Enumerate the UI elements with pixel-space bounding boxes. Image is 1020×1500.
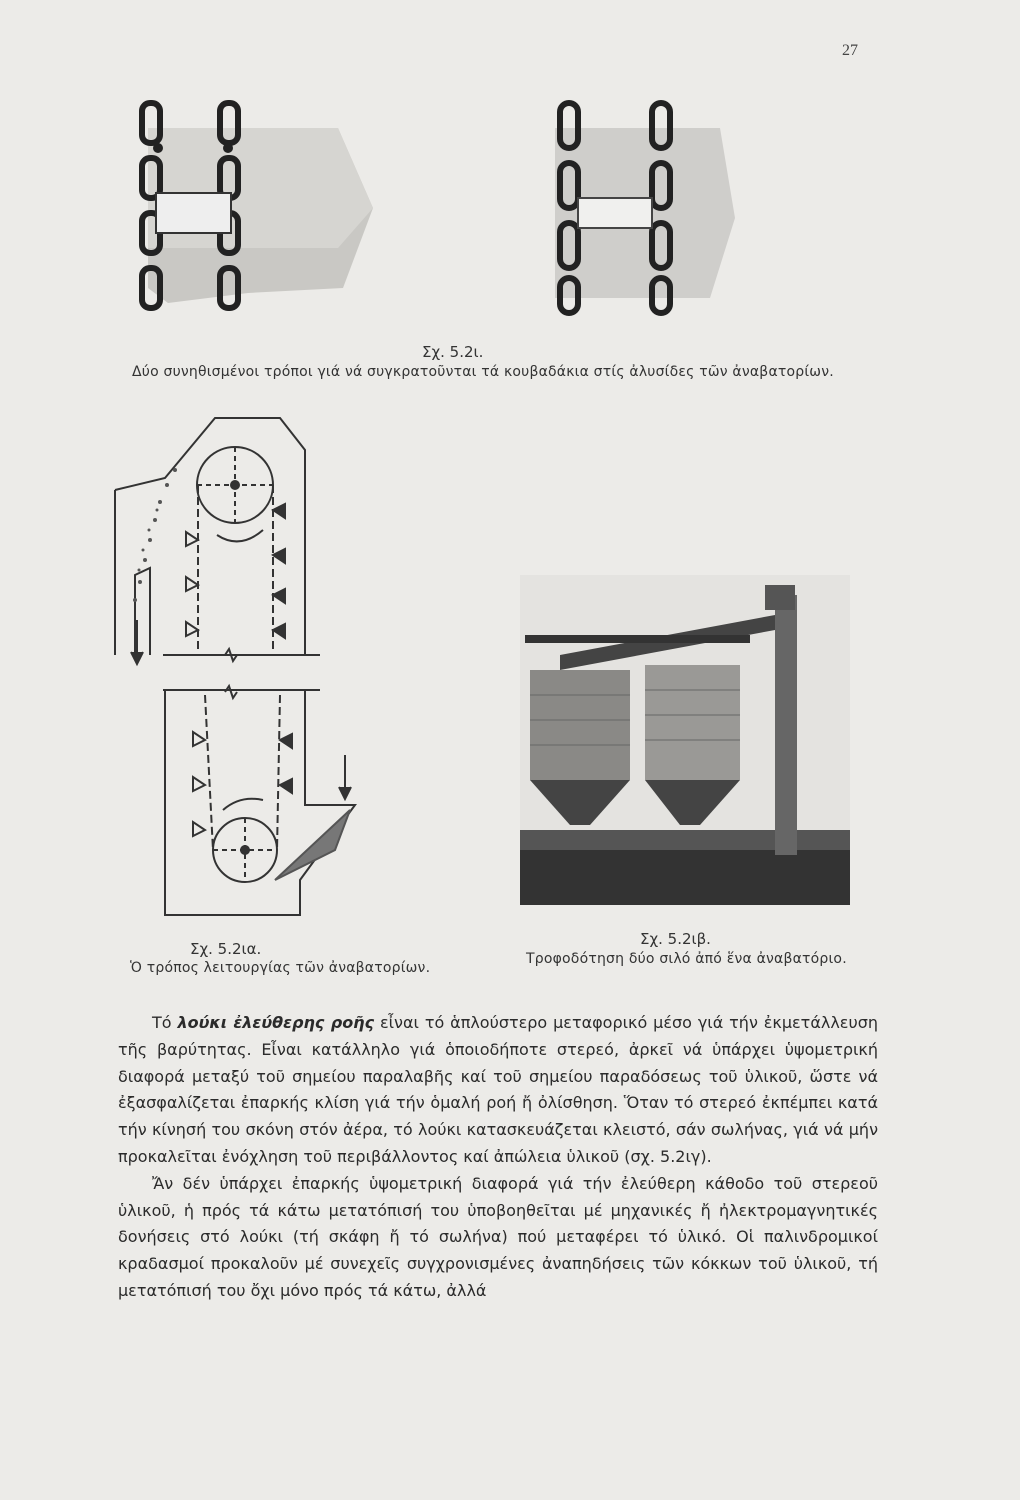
bucket-elevator-diagram xyxy=(105,410,380,920)
page-number: 27 xyxy=(842,42,858,59)
bucket-chain-photo-left xyxy=(128,98,378,316)
body-text xyxy=(118,1010,878,1305)
term-free-flow-chute: λούκι ἐλεύθερης ροῆς xyxy=(177,1013,375,1032)
figure-caption-5-2ib: Τροφοδότηση δύο σιλό ἀπό ἕνα ἀναβατόριο. xyxy=(526,951,847,967)
figure-caption-5-2i: Δύο συνηθισμένοι τρόποι γιά νά συγκρατοῦνται τά κουβαδάκια στίς ἀλυσίδες τῶν ἀναβατορίων. xyxy=(132,364,834,380)
figure-caption-5-2ia: Ὁ τρόπος λειτουργίας τῶν ἀναβατορίων. xyxy=(130,960,431,976)
paragraph-2: Ἄν δέν ὑπάρχει ἐπαρκής ὑψομετρική διαφορά γιά τήν ἐλεύθερη κάθοδο τοῦ στερεοῦ ὑλικοῦ, ἡ πρός τά κάτω μετατόπισή του ὑποβοηθεῖται μέ μηχανικές ἤ ἠλεκτρομαγνητικές δονήσεις στό λούκι (τή σκάφη ἤ τό σωλήνα) πού μεταφέρει τό ὑλικό. Οἱ παλινδρομικοί κραδασμοί προκαλοῦν μέ συνεχεῖς συγχρονισμένες ἀναπηδήσεις τῶν κόκκων τοῦ ὑλικοῦ, τή μετατόπισή του ὄχι μόνο πρός τά κάτω, ἀλλά xyxy=(118,1173,878,1300)
figure-label-5-2ib: Σχ. 5.2ιβ. xyxy=(640,930,711,948)
paragraph-1: Τό λούκι ἐλεύθερης ροῆς εἶναι τό ἁπλούστερο μεταφορικό μέσο γιά τήν ἐκμετάλλευση τῆς βαρύτητας. Εἶναι κατάλληλο γιά ὁποιοδήποτε στερεό, ἀρκεῖ νά ὑπάρχει ὑψομετρική διαφορά μεταξύ τοῦ σημείου παραλαβῆς καί τοῦ σημείου παραδόσεως τοῦ ὑλικοῦ, ὥστε νά ἐξασφαλίζεται ἐπαρκής κλίση γιά τήν ὁμαλή ροή ἤ ὀλίσθηση. Ὅταν τό στερεό ἐκπέμπει κατά τήν κίνησή του σκόνη στόν ἀέρα, τό λούκι κατασκευάζεται κλειστό, σάν σωλήνας, γιά νά μήν προκαλεῖται ἐνόχληση τοῦ περιβάλλοντος καί ἀπώλεια ὑλικοῦ (σχ. 5.2ιγ). xyxy=(118,1013,878,1166)
figure-label-5-2i: Σχ. 5.2ι. xyxy=(422,343,484,361)
silos-elevator-photo xyxy=(520,575,850,905)
bucket-chain-photo-right xyxy=(540,98,740,316)
figure-label-5-2ia: Σχ. 5.2ια. xyxy=(190,940,262,958)
